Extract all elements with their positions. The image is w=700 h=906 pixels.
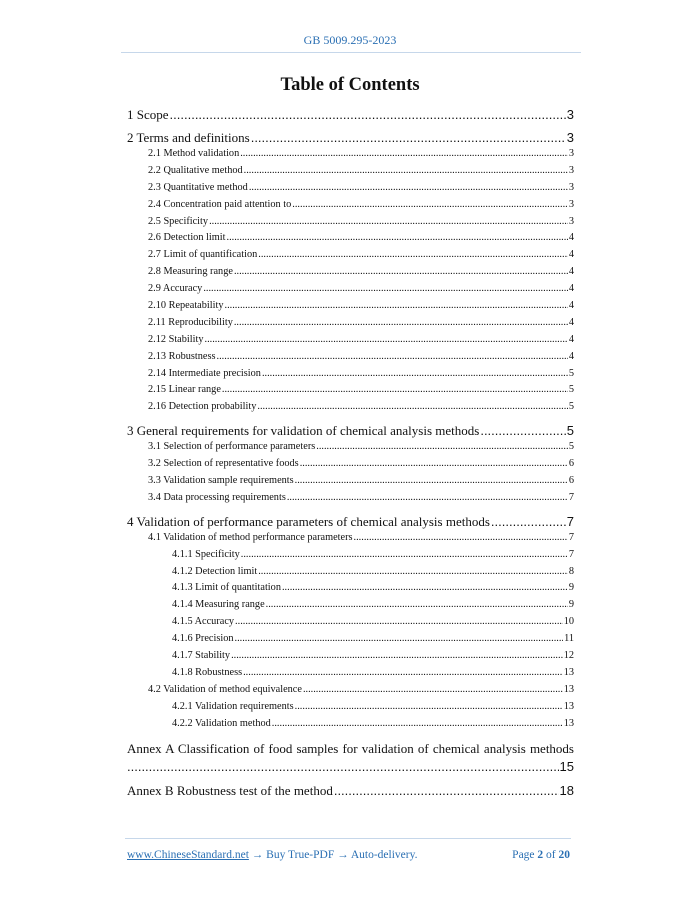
toc-entry-4-2[interactable]: [127, 682, 574, 699]
toc-entry-label: 4.1.2 Detection limit: [172, 565, 258, 577]
toc-entry-label: 4.1.3 Limit of quantitation: [172, 582, 281, 594]
toc-entry-label: 2.3 Quantitative method: [148, 181, 248, 193]
leader-dots: [234, 264, 568, 281]
toc-entry-label: 3.3 Validation sample requirements: [148, 475, 294, 487]
toc-entry-page: 13: [563, 717, 574, 729]
toc-entry[interactable]: [127, 332, 574, 349]
toc-entry-terms[interactable]: [127, 130, 574, 146]
buy-pdf-text: → Buy True-PDF → Auto-delivery.: [251, 849, 418, 861]
toc-entry-label: 2.12 Stability: [148, 333, 204, 345]
toc-entry-label: 4.1.8 Robustness: [172, 666, 243, 678]
leader-dots: [257, 399, 567, 416]
toc-entry-label: 4.1.4 Measuring range: [172, 599, 265, 611]
table-of-contents: [127, 107, 574, 799]
leader-dots: [287, 490, 568, 507]
leader-dots: [235, 614, 563, 631]
toc-entry-page: 3: [568, 198, 574, 210]
toc-entry-page: 15: [559, 758, 574, 774]
toc-entry-label: 4.2 Validation of method equivalence: [148, 683, 302, 695]
leader-dots: [354, 530, 568, 547]
leader-dots: [295, 473, 568, 490]
toc-entry-page: 4: [568, 316, 574, 328]
toc-entry-label: 4.1.6 Precision: [172, 633, 234, 645]
leader-dots: [209, 214, 568, 231]
toc-entry-label: 4 Validation of performance parameters of chemical analysis methods: [127, 513, 490, 529]
toc-entry[interactable]: [127, 547, 574, 564]
toc-entry-scope[interactable]: [127, 107, 574, 123]
toc-entry[interactable]: [127, 564, 574, 581]
current-page: 2: [537, 849, 544, 861]
leader-dots: [205, 332, 568, 349]
toc-entry-page: 4: [568, 249, 574, 261]
toc-entry-label: 3.2 Selection of representative foods: [148, 458, 299, 470]
toc-entry[interactable]: [127, 264, 574, 281]
toc-entry-page: 7: [568, 531, 574, 543]
leader-dots: [316, 439, 568, 456]
leader-dots: [203, 281, 568, 298]
toc-entry-label: 2.15 Linear range: [148, 384, 221, 396]
leader-dots: [235, 631, 564, 648]
toc-entry-page: 5: [566, 423, 574, 439]
toc-entry-4-1[interactable]: [127, 530, 574, 547]
toc-entry-page: 4: [568, 300, 574, 312]
toc-entry-label: 2.14 Intermediate precision: [148, 367, 261, 379]
leader-dots: [170, 107, 566, 123]
toc-entry-label: 2.8 Measuring range: [148, 266, 233, 278]
toc-entry-page: 5: [568, 401, 574, 413]
toc-entry-page: 3: [568, 148, 574, 159]
toc-entry-label: 1 Scope: [127, 107, 169, 122]
toc-entry-page: 6: [568, 458, 574, 470]
page-title: Table of Contents: [280, 75, 420, 95]
leader-dots: [240, 146, 568, 163]
footer-left: [127, 849, 417, 861]
toc-entry[interactable]: [127, 699, 574, 716]
toc-entry-page: 3: [568, 164, 574, 176]
leader-dots: [258, 564, 568, 581]
leader-dots: [127, 758, 559, 776]
toc-entry[interactable]: [127, 214, 574, 231]
toc-entry-label: 4.1 Validation of method performance parameters: [148, 531, 353, 543]
toc-entry-label: 4.1.1 Specificity: [172, 548, 240, 560]
toc-entry-page: 6: [568, 475, 574, 487]
leader-dots: [217, 349, 568, 366]
toc-entry-page: 7: [568, 548, 574, 560]
toc-entry-label: Annex B Robustness test of the method: [127, 782, 333, 798]
toc-entry[interactable]: [127, 614, 574, 631]
toc-entry-page: 7: [566, 513, 574, 529]
toc-entry-label: 3.4 Data processing requirements: [148, 491, 286, 503]
leader-dots: [249, 180, 568, 197]
toc-entry-label: 2.9 Accuracy: [148, 283, 203, 295]
toc-entry-page: 13: [563, 666, 574, 678]
toc-entry-page: 4: [568, 266, 574, 278]
toc-entry-label: 2.16 Detection probability: [148, 401, 257, 413]
toc-entry-label: 2.11 Reproducibility: [148, 316, 233, 328]
toc-entry-page: 3: [566, 130, 574, 145]
leader-dots: [292, 197, 568, 214]
toc-entry[interactable]: [127, 349, 574, 366]
toc-entry[interactable]: [127, 439, 574, 456]
leader-dots: [272, 716, 563, 733]
toc-entry-page: 3: [568, 181, 574, 193]
toc-entry-page: 18: [559, 782, 574, 798]
leader-dots: [241, 547, 568, 564]
toc-entry[interactable]: [127, 399, 574, 416]
toc-entry-label: 2.10 Repeatability: [148, 300, 224, 312]
leader-dots: [491, 514, 566, 530]
toc-entry[interactable]: [127, 230, 574, 247]
toc-entry-page: 7: [568, 491, 574, 503]
toc-entry-label: 2.5 Specificity: [148, 215, 209, 227]
leader-dots: [334, 783, 559, 799]
toc-entry-label: 3.1 Selection of performance parameters: [148, 441, 316, 453]
leader-dots: [266, 597, 568, 614]
leader-dots: [258, 247, 568, 264]
leader-dots: [262, 366, 568, 383]
toc-entry[interactable]: [127, 281, 574, 298]
leader-dots: [225, 298, 568, 315]
toc-entry[interactable]: [127, 597, 574, 614]
leader-dots: [282, 580, 568, 597]
toc-entry[interactable]: [127, 490, 574, 507]
leader-dots: [295, 699, 563, 716]
leader-dots: [243, 665, 563, 682]
toc-entry[interactable]: [127, 473, 574, 490]
leader-dots: [480, 423, 565, 439]
toc-entry-annex-b[interactable]: [127, 783, 574, 799]
leader-dots: [244, 163, 568, 180]
toc-entry-page: 3: [568, 215, 574, 227]
toc-entry[interactable]: [127, 456, 574, 473]
leader-dots: [303, 682, 563, 699]
leader-dots: [222, 382, 568, 399]
leader-dots: [251, 130, 566, 146]
document-id-header: GB 5009.295-2023: [303, 33, 397, 47]
toc-entry-label: Annex A Classification of food samples for validation of chemical analysis methods: [127, 740, 574, 756]
toc-entry-page: 9: [568, 599, 574, 611]
toc-entry-label: 2.2 Qualitative method: [148, 164, 243, 176]
page-indicator: Page 2 of 20: [512, 849, 570, 861]
toc-entry[interactable]: [127, 366, 574, 383]
toc-entry[interactable]: [127, 648, 574, 665]
toc-entry-label: 4.1.7 Stability: [172, 650, 231, 662]
toc-entry[interactable]: [127, 716, 574, 733]
total-pages: 20: [558, 849, 570, 861]
leader-dots: [227, 230, 568, 247]
toc-entry-page: 8: [568, 565, 574, 577]
toc-entry-page: 5: [568, 441, 574, 453]
toc-entry[interactable]: [127, 665, 574, 682]
toc-entry[interactable]: [127, 631, 574, 648]
header-divider: [121, 52, 581, 53]
toc-entry-page: 12: [563, 650, 574, 662]
toc-entry[interactable]: [127, 197, 574, 214]
leader-dots: [231, 648, 563, 665]
toc-entry[interactable]: [127, 146, 574, 163]
toc-entry[interactable]: [127, 180, 574, 197]
toc-entry-label: 2.13 Robustness: [148, 350, 216, 362]
toc-entry-page: 5: [568, 384, 574, 396]
toc-entry[interactable]: [127, 163, 574, 180]
toc-entry[interactable]: [127, 315, 574, 332]
website-link[interactable]: www.ChineseStandard.net: [127, 849, 249, 861]
toc-entry-label: 3 General requirements for validation of chemical analysis methods: [127, 423, 480, 439]
toc-entry-label: 2.6 Detection limit: [148, 232, 226, 244]
toc-entry-label: 4.2.1 Validation requirements: [172, 700, 294, 712]
toc-entry-label: 4.2.2 Validation method: [172, 717, 271, 729]
toc-entry-page: 3: [566, 107, 574, 122]
footer-divider: [125, 838, 571, 839]
toc-entry[interactable]: [127, 580, 574, 597]
toc-entry-page: 4: [568, 333, 574, 345]
toc-entry-label: 2 Terms and definitions: [127, 130, 250, 145]
toc-entry-label: 2.1 Method validation: [148, 148, 240, 159]
toc-entry-page: 11: [564, 633, 574, 645]
toc-entry-page: 4: [568, 283, 574, 295]
toc-entry[interactable]: [127, 247, 574, 264]
toc-entry-label: 2.7 Limit of quantification: [148, 249, 258, 261]
toc-entry-page: 9: [568, 582, 574, 594]
toc-entry-page: 4: [568, 350, 574, 362]
toc-entry[interactable]: [127, 382, 574, 399]
toc-entry-general-requirements[interactable]: [127, 423, 574, 439]
toc-entry-page: 13: [563, 700, 574, 712]
page-footer: [127, 849, 570, 861]
leader-dots: [300, 456, 568, 473]
toc-entry-page: 4: [568, 232, 574, 244]
toc-entry-annex-a[interactable]: [127, 740, 574, 776]
toc-entry-page: 13: [563, 683, 574, 695]
toc-entry-label: 2.4 Concentration paid attention to: [148, 198, 292, 210]
toc-entry-page: 5: [568, 367, 574, 379]
toc-entry-validation-parameters[interactable]: [127, 514, 574, 530]
toc-entry-page: 10: [563, 616, 574, 628]
leader-dots: [234, 315, 568, 332]
toc-entry[interactable]: [127, 298, 574, 315]
toc-entry-label: 4.1.5 Accuracy: [172, 616, 235, 628]
